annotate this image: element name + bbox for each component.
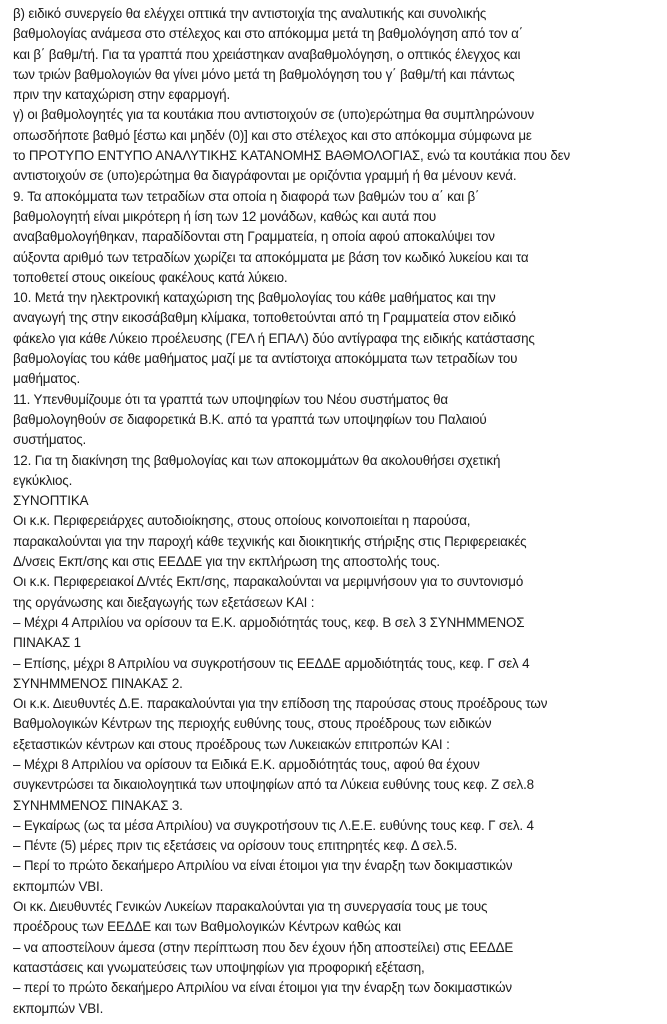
text-line: ΣΥΝΗΜΜΕΝΟΣ ΠΙΝΑΚΑΣ 3.: [13, 797, 183, 813]
text-line: πριν την καταχώριση στην εφαρμογή.: [13, 87, 231, 103]
text-line: ΣΥΝΗΜΜΕΝΟΣ ΠΙΝΑΚΑΣ 2.: [13, 675, 183, 691]
text-line: καταστάσεις και γνωματεύσεις των υποψηφίων για προφορική εξέταση,: [13, 959, 425, 975]
text-line: βαθμολογητή είναι μικρότερη ή ίση των 12 μονάδων, καθώς και αυτά που: [13, 208, 437, 224]
text-line: Οι κκ. Διευθυντές Γενικών Λυκείων παρακαλούνται για τη συνεργασία τους με τους: [13, 899, 488, 915]
text-line: εγκύκλιος.: [13, 472, 73, 488]
text-line: 12. Για τη διακίνηση της βαθμολογίας και των αποκομμάτων θα ακολουθήσει σχετική: [13, 452, 501, 468]
text-line: ΠΙΝΑΚΑΣ 1: [13, 635, 81, 651]
text-line: ΣΥΝΟΠΤΙΚΑ: [13, 493, 89, 509]
text-line: – Εγκαίρως (ως τα μέσα Απριλίου) να συγκροτήσουν τις Λ.Ε.Ε. ευθύνης τους κεφ. Γ σελ. 4: [13, 817, 534, 833]
text-line: Οι κ.κ. Διευθυντές Δ.Ε. παρακαλούνται για την επίδοση της παρούσας στους προέδρους των: [13, 696, 548, 712]
text-line: εκπομπών VBI.: [13, 1000, 104, 1016]
text-line: φάκελο για κάθε Λύκειο προέλευσης (ΓΕΛ ή ΕΠΑΛ) δύο αντίγραφα της ειδικής κατάστασης: [13, 330, 535, 346]
text-line: τοποθετεί στους οικείους φακέλους κατά λύκειο.: [13, 269, 288, 285]
text-line: – Μέχρι 4 Απριλίου να ορίσουν τα Ε.Κ. αρμοδιότητάς τους, κεφ. Β σελ 3 ΣΥΝΗΜΜΕΝΟΣ: [13, 614, 525, 630]
text-line: 9. Τα αποκόμματα των τετραδίων στα οποία η διαφορά των βαθμών του α΄ και β΄: [13, 188, 480, 204]
text-line: το ΠΡΟΤΥΠΟ ΕΝΤΥΠΟ ΑΝΑΛΥΤΙΚΗΣ ΚΑΤΑΝΟΜΗΣ ΒΑΘΜΟΛΟΓΙΑΣ, ενώ τα κουτάκια που δεν: [13, 148, 571, 164]
text-line: αντιστοιχούν σε (υπο)ερώτημα θα διαγράφονται με οριζόντια γραμμή ή θα μένουν κενά.: [13, 168, 517, 184]
text-line: – Περί το πρώτο δεκαήμερο Απριλίου να είναι έτοιμοι για την έναρξη των δοκιμαστικών: [13, 858, 513, 874]
text-line: βαθμολογίας του κάθε μαθήματος μαζί με τα αντίστοιχα αποκόμματα των τετραδίων του: [13, 351, 518, 367]
text-line: μαθήματος.: [13, 371, 81, 387]
text-line: Δ/νσεις Εκπ/σης και στις ΕΕΔΔΕ για την εκπλήρωση της αποστολής τους.: [13, 554, 440, 570]
text-line: – Επίσης, μέχρι 8 Απριλίου να συγκροτήσουν τις ΕΕΔΔΕ αρμοδιότητάς τους, κεφ. Γ σελ 4: [13, 655, 530, 671]
text-line: συγκεντρώσει τα δικαιολογητικά των υποψηφίων από τα Λύκεια ευθύνης τους κεφ. Ζ σελ.8: [13, 777, 534, 793]
text-line: αναβαθμολογήθηκαν, παραδίδονται στη Γραμματεία, η οποία αφού αποκαλύψει τον: [13, 229, 495, 245]
text-line: αύξοντα αριθμό των τετραδίων χωρίζει τα αποκόμματα με βάση τον κωδικό λυκείου και τα: [13, 249, 529, 265]
text-line: εξεταστικών κέντρων και στους προέδρους των Λυκειακών επιτροπών ΚΑΙ :: [13, 736, 450, 752]
text-line: – περί το πρώτο δεκαήμερο Απριλίου να είναι έτοιμοι για την έναρξη των δοκιμαστικών: [13, 980, 512, 996]
text-line: αναγωγή της στην εικοσάβαθμη κλίμακα, τοποθετούνται από τη Γραμματεία στον ειδικό: [13, 310, 516, 326]
text-line: Οι κ.κ. Περιφερειακοί Δ/ντές Εκπ/σης, παρακαλούνται να μεριμνήσουν για το συντονισμό: [13, 574, 524, 590]
text-line: συστήματος.: [13, 432, 87, 448]
text-line: β) ειδικό συνεργείο θα ελέγχει οπτικά την αντιστοιχία της αναλυτικής και συνολικής: [13, 6, 487, 21]
text-line: 11. Υπενθυμίζουμε ότι τα γραπτά των υποψηφίων του Νέου συστήματος θα: [13, 391, 449, 407]
text-line: Βαθμολογικών Κέντρων της περιοχής ευθύνης τους, στους προέδρους των ειδικών: [13, 716, 492, 732]
text-line: της οργάνωσης και διεξαγωγής των εξετάσεων ΚΑΙ :: [13, 594, 315, 610]
text-line: παρακαλούνται για την παροχή κάθε τεχνικής και διοικητικής στήριξης στις Περιφερειακές: [13, 533, 527, 549]
text-line: – να αποστείλουν άμεσα (στην περίπτωση που δεν έχουν ήδη αποστείλει) στις ΕΕΔΔΕ: [13, 939, 514, 955]
text-line: – Πέντε (5) μέρες πριν τις εξετάσεις να ορίσουν τους επιτηρητές κεφ. Δ σελ.5.: [13, 838, 458, 854]
text-line: γ) οι βαθμολογητές για τα κουτάκια που αντιστοιχούν σε (υπο)ερώτημα θα συμπληρώνουν: [13, 107, 535, 123]
text-line: των τριών βαθμολογιών θα γίνει μόνο μετά τη βαθμολόγηση του γ΄ βαθμ/τή και πάντως: [13, 66, 515, 82]
text-line: προέδρους των ΕΕΔΔΕ και των Βαθμολογικών Κέντρων καθώς και: [13, 919, 401, 935]
text-line: – Μέχρι 8 Απριλίου να ορίσουν τα Ειδικά Ε.Κ. αρμοδιότητάς τους, αφού θα έχουν: [13, 756, 480, 772]
text-line: 10. Μετά την ηλεκτρονική καταχώριση της βαθμολογίας του κάθε μαθήματος και την: [13, 290, 496, 306]
text-line: και β΄ βαθμ/τή. Για τα γραπτά που χρειάστηκαν αναβαθμολόγηση, ο οπτικός έλεγχος και: [13, 46, 521, 62]
text-line: οπωσδήποτε βαθμό [έστω και μηδέν (0)] και στο στέλεχος και στο απόκομμα σύμφωνα με: [13, 127, 532, 143]
text-line: βαθμολογηθούν σε διαφορετικά Β.Κ. από τα γραπτά των υποψηφίων του Παλαιού: [13, 411, 487, 427]
text-line: εκπομπών VBI.: [13, 878, 104, 894]
text-line: βαθμολογίας ανάμεσα στο στέλεχος και στο απόκομμα μετά τη βαθμολόγηση από τον α΄: [13, 26, 524, 42]
text-line: Οι κ.κ. Περιφερειάρχες αυτοδιοίκησης, στους οποίους κοινοποιείται η παρούσα,: [13, 513, 471, 529]
